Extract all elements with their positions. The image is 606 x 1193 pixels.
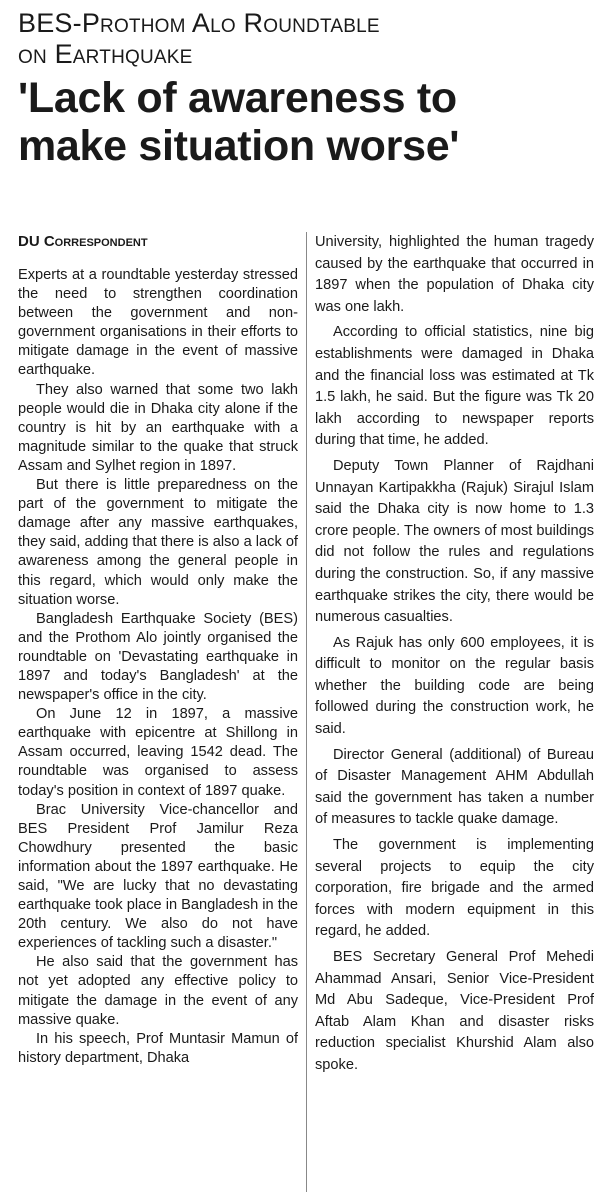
paragraph: University, highlighted the human tragedy caused by the earthquake that occurred in 1897 when the population of Dhaka city was one lakh.: [315, 234, 594, 315]
kicker-line-2: on Earthquake: [18, 39, 193, 69]
paragraph: But there is little preparedness on the part of the government to mitigate the damage after any massive earthquakes, they said, adding that there is also a lack of awareness among the general people in this regard, which would only make the situation worse.: [18, 477, 298, 608]
paragraph: Director General (additional) of Bureau of Disaster Management AHM Abdullah said the government has taken a number of measures to tackle quake damage.: [315, 746, 594, 828]
article-body: [18, 232, 594, 1192]
kicker-line-1: BES-Prothom Alo Roundtable: [18, 8, 380, 38]
paragraph: Deputy Town Planner of Rajdhani Unnayan Kartipakkha (Rajuk) Sirajul Islam said the Dhaka city is now home to 1.3 crore people. The owners of most buildings did not follow the rules and regulations during the construction. So, if any massive earthquake strikes the city, there would be numerous casualties.: [315, 457, 594, 626]
headline-line-2: make situation worse': [18, 122, 460, 170]
column-divider: [306, 232, 307, 1192]
paragraph: The government is implementing several projects to equip the city corporation, fire brigade and the armed forces with modern equipment in this regard, he added.: [315, 837, 594, 940]
byline: DU Correspondent: [18, 233, 148, 250]
right-column: [315, 232, 594, 1192]
paragraph: As Rajuk has only 600 employees, it is difficult to monitor on the regular basis whether the building code are being followed during the construction work, he said.: [315, 634, 594, 738]
paragraph: Bangladesh Earthquake Society (BES) and the Prothom Alo jointly organised the roundtable on 'Devastating earthquake in 1897 and today's Bangladesh' at the newspaper's office in the city.: [18, 610, 298, 704]
article-headline: [18, 74, 594, 170]
left-column: [18, 232, 298, 1192]
paragraph: Brac University Vice-chancellor and BES President Prof Jamilur Reza Chowdhury presented the basic information about the 1897 earthquake. He said, "We are lucky that no devastating earthquake took place in Bangladesh in the 20th century. We also do not have experiences of tackling such a disaster.": [18, 801, 298, 952]
article-kicker: [18, 8, 594, 70]
headline-line-1: 'Lack of awareness to: [18, 74, 457, 122]
paragraph: Experts at a roundtable yesterday stressed the need to strengthen coordination between the government and non-government organisations in their efforts to mitigate damage in the event of massive earthquake.: [18, 267, 298, 379]
paragraph: They also warned that some two lakh people would die in Dhaka city alone if the country is hit by an earthquake with a magnitude similar to the quake that struck Assam and Sylhet region in 1897.: [18, 381, 298, 474]
paragraph: In his speech, Prof Muntasir Mamun of history department, Dhaka: [18, 1030, 298, 1066]
paragraph: On June 12 in 1897, a massive earthquake with epicentre at Shillong in Assam occurred, leaving 1542 dead. The roundtable was organised to assess today's position in context of 1897 quake.: [18, 706, 298, 799]
paragraph: According to official statistics, nine big establishments were damaged in Dhaka and the financial loss was estimated at Tk 1.5 lakh, he said. But the figure was Tk 20 lakh according to newspaper reports during that time, he added.: [315, 324, 594, 449]
paragraph: BES Secretary General Prof Mehedi Ahammad Ansari, Senior Vice-President Md Abu Sadeque, Vice-President Prof Aftab Alam Khan and disaster risks reduction specialist Khurshid Alam also spoke.: [315, 949, 594, 1073]
paragraph: He also said that the government has not yet adopted any effective policy to mitigate the damage in the event of any massive quake.: [18, 954, 298, 1028]
